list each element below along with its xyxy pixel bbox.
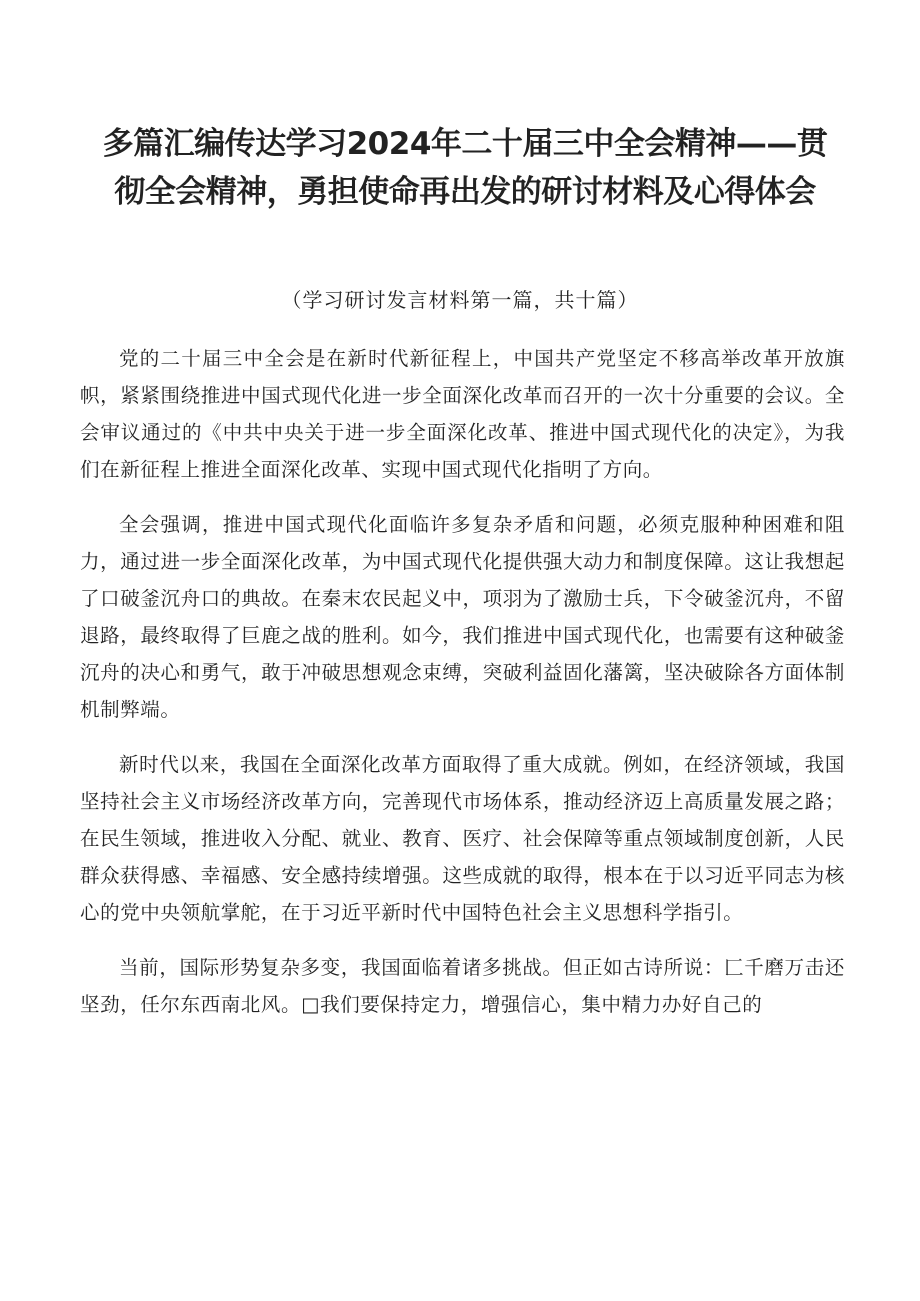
document-title [95, 120, 835, 216]
document-subtitle: （学习研讨发言材料第一篇，共十篇） [281, 288, 639, 312]
title-line-2: 彻全会精神，勇担使命再出发的研讨材料及心得体会 [114, 174, 816, 210]
paragraph-1: 党的二十届三中全会是在新时代新征程上，中国共产党坚定不移高举改革开放旗帜，紧紧围绕推进中国式现代化进一步全面深化改革而召开的一次十分重要的会议。全会审议通过的《中共中央关于进一步全面深化改革、推进中国式现代化的决定》，为我们在新征程上推进全面深化改革、实现中国式现代化指明了方向。 [80, 347, 845, 481]
paragraph-2: 全会强调，推进中国式现代化面临许多复杂矛盾和问题，必须克服种种困难和阻力，通过进一步全面深化改革，为中国式现代化提供强大动力和制度保障。这让我想起了口破釜沉舟口的典故。在秦末农民起义中，项羽为了激励士兵，下令破釜沉舟，不留退路，最终取得了巨鹿之战的胜利。如今，我们推进中国式现代化，也需要有这种破釜沉舟的决心和勇气，敢于冲破思想观念束缚，突破利益固化藩篱，坚决破除各方面体制机制弊端。 [80, 513, 845, 721]
paragraph-4: 当前，国际形势复杂多变，我国面临着诸多挑战。但正如古诗所说：匚千磨万击还坚劲，任尔东西南北风。□我们要保持定力，增强信心，集中精力办好自己的 [80, 956, 845, 1016]
title-line-1: 多篇汇编传达学习2024年二十届三中全会精神——贯 [102, 126, 828, 162]
paragraph-3: 新时代以来，我国在全面深化改革方面取得了重大成就。例如，在经济领域，我国坚持社会主义市场经济改革方向，完善现代市场体系，推动经济迈上高质量发展之路；在民生领域，推进收入分配、就业、教育、医疗、社会保障等重点领域制度创新，人民群众获得感、幸福感、安全感持续增强。这些成就的取得，根本在于以习近平同志为核心的党中央领航掌舵，在于习近平新时代中国特色社会主义思想科学指引。 [80, 753, 845, 924]
document-body [80, 340, 845, 1041]
